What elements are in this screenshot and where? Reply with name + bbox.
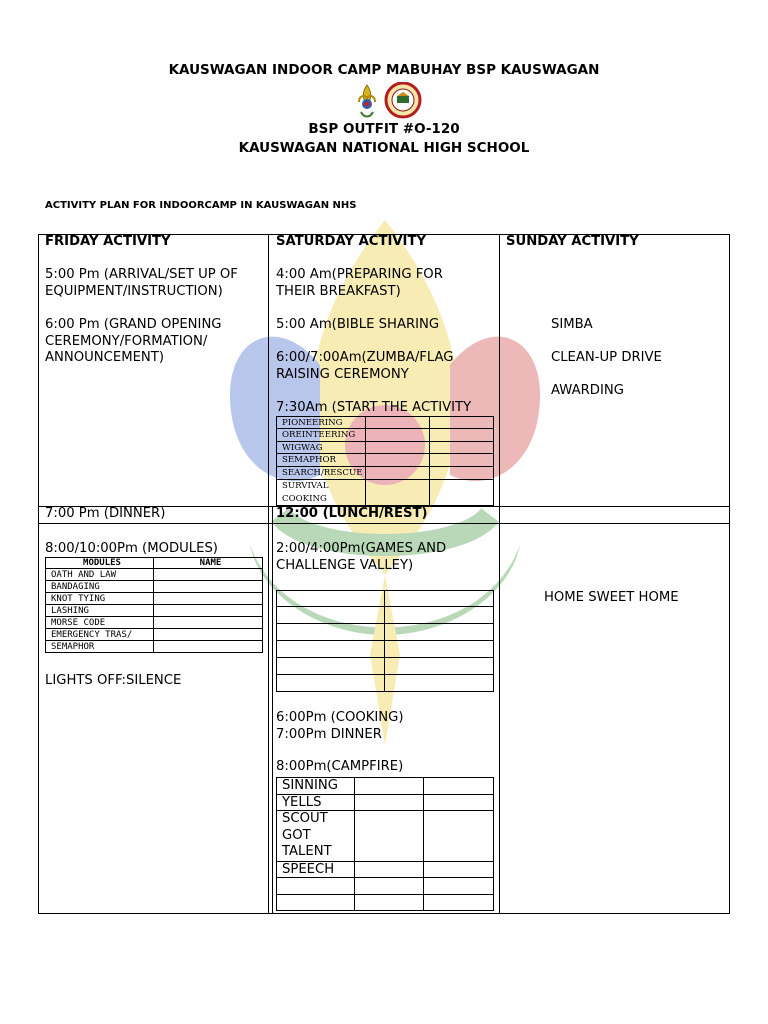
saturday-start-activity: 7:30Am (START THE ACTIVITY bbox=[276, 400, 472, 415]
modules-column-header: MODULES bbox=[46, 558, 154, 569]
saturday-lunch: 12:00 (LUNCH/REST) bbox=[276, 506, 428, 521]
activity-row: WIGWAG bbox=[277, 442, 366, 454]
logos bbox=[354, 82, 424, 122]
activity-row: SEARCH/RESCUE bbox=[277, 467, 366, 480]
module-row: KNOT TYING bbox=[46, 593, 154, 605]
outfit-number: BSP OUTFIT #O-120 bbox=[308, 121, 460, 137]
plan-title: ACTIVITY PLAN FOR INDOORCAMP IN KAUSWAGAN NHS bbox=[45, 200, 357, 211]
sunday-simba: SIMBA bbox=[551, 317, 593, 332]
friday-opening: 6:00 Pm (GRAND OPENING CEREMONY/FORMATION/ ANNOUNCEMENT) bbox=[45, 317, 222, 366]
school-seal-icon bbox=[386, 83, 420, 117]
campfire-row: SPEECH bbox=[277, 861, 355, 878]
sunday-home: HOME SWEET HOME bbox=[544, 590, 679, 605]
saturday-campfire: 8:00Pm(CAMPFIRE) bbox=[276, 759, 404, 774]
games-table bbox=[276, 590, 494, 692]
bsp-emblem-icon bbox=[359, 85, 375, 117]
activity-row: SEMAPHOR bbox=[277, 454, 366, 467]
module-name-cell bbox=[154, 617, 263, 629]
friday-arrival: 5:00 Pm (ARRIVAL/SET UP OF EQUIPMENT/INSTRUCTION) bbox=[45, 267, 238, 299]
campfire-row: SCOUT GOT TALENT bbox=[277, 811, 355, 862]
activity-row: SURVIVAL COOKING bbox=[277, 480, 366, 506]
campfire-table bbox=[276, 777, 494, 911]
modules-table bbox=[45, 557, 263, 653]
module-name-cell bbox=[154, 629, 263, 641]
friday-heading: FRIDAY ACTIVITY bbox=[45, 234, 171, 249]
campfire-row: SINNING bbox=[277, 778, 355, 795]
module-row: BANDAGING bbox=[46, 581, 154, 593]
document-title: KAUSWAGAN INDOOR CAMP MABUHAY BSP KAUSWAGAN bbox=[168, 62, 600, 78]
friday-lights-off: LIGHTS OFF:SILENCE bbox=[45, 673, 182, 688]
sunday-heading: SUNDAY ACTIVITY bbox=[506, 234, 639, 249]
activity-row: PIONEERING bbox=[277, 417, 366, 429]
name-column-header: NAME bbox=[154, 558, 263, 569]
school-name: KAUSWAGAN NATIONAL HIGH SCHOOL bbox=[238, 140, 530, 156]
module-row: EMERGENCY TRAS/ bbox=[46, 629, 154, 641]
module-name-cell bbox=[154, 641, 263, 653]
module-row: OATH AND LAW bbox=[46, 569, 154, 581]
campfire-row: YELLS bbox=[277, 794, 355, 811]
friday-dinner: 7:00 Pm (DINNER) bbox=[45, 506, 166, 521]
friday-modules-time: 8:00/10:00Pm (MODULES) bbox=[45, 541, 218, 556]
saturday-zumba: 6:00/7:00Am(ZUMBA/FLAG RAISING CEREMONY bbox=[276, 350, 454, 382]
module-row: MORSE CODE bbox=[46, 617, 154, 629]
module-row: SEMAPHOR bbox=[46, 641, 154, 653]
saturday-cooking-dinner: 6:00Pm (COOKING) 7:00Pm DINNER bbox=[276, 710, 404, 742]
sunday-awarding: AWARDING bbox=[551, 383, 624, 398]
module-row: LASHING bbox=[46, 605, 154, 617]
activity-row: OREINTEERING bbox=[277, 429, 366, 442]
module-name-cell bbox=[154, 593, 263, 605]
module-name-cell bbox=[154, 569, 263, 581]
sunday-cleanup: CLEAN-UP DRIVE bbox=[551, 350, 662, 365]
module-name-cell bbox=[154, 581, 263, 593]
saturday-games: 2:00/4:00Pm(GAMES AND CHALLENGE VALLEY) bbox=[276, 541, 447, 573]
module-name-cell bbox=[154, 605, 263, 617]
activity-table bbox=[276, 416, 494, 506]
saturday-bible-sharing: 5:00 Am(BIBLE SHARING bbox=[276, 317, 440, 332]
saturday-heading: SATURDAY ACTIVITY bbox=[276, 234, 427, 249]
saturday-breakfast: 4:00 Am(PREPARING FOR THEIR BREAKFAST) bbox=[276, 267, 443, 299]
